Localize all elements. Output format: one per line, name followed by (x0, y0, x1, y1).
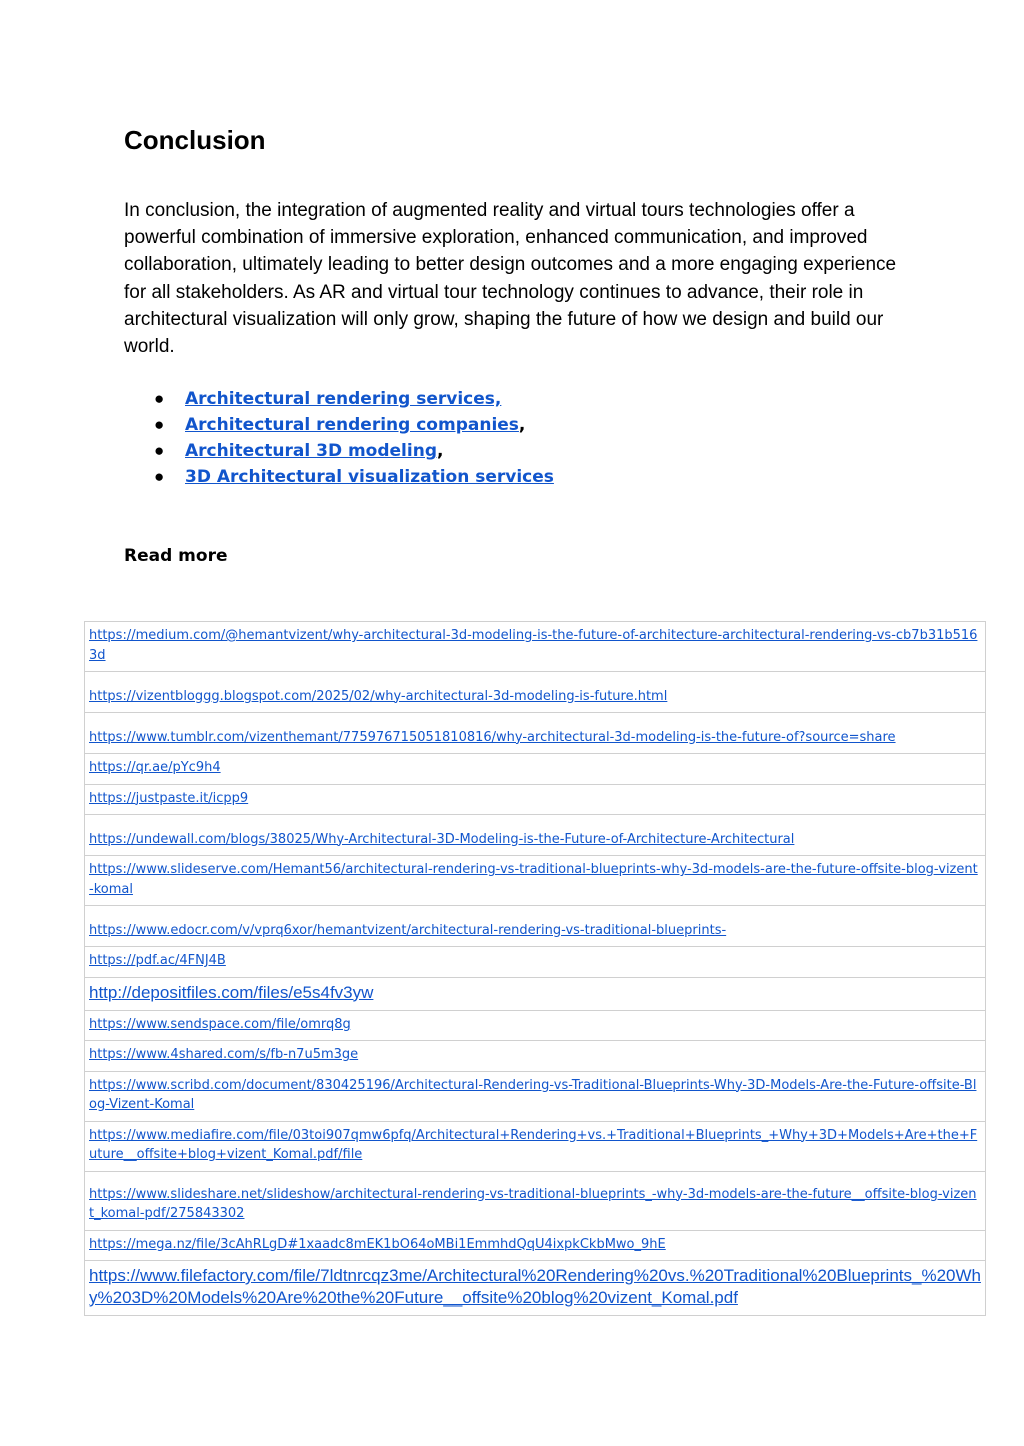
bullet-icon: ● (154, 467, 165, 486)
page-title: Conclusion (124, 125, 266, 155)
link-blogspot[interactable]: https://vizentbloggg.blogspot.com/2025/02/why-architectural-3d-modeling-is-future.html (89, 688, 668, 704)
table-cell (85, 1261, 986, 1316)
table-row (85, 713, 986, 754)
list-item (124, 386, 724, 412)
link-pdf-ac[interactable]: https://pdf.ac/4FNJ4B (89, 953, 226, 968)
table-cell (85, 1230, 986, 1261)
service-link-3d-modeling[interactable]: Architectural 3D modeling (185, 441, 437, 461)
link-tumblr[interactable]: https://www.tumblr.com/vizenthemant/775976715051810816/why-architectural-3d-modeling-is-the-future-of?source=share (89, 729, 896, 745)
list-item (124, 412, 724, 438)
link-medium[interactable]: https://medium.com/@hemantvizent/why-architectural-3d-modeling-is-the-future-of-architecture-architectural-rendering-vs-cb7b31b5163d (89, 628, 978, 663)
table-row (85, 1171, 986, 1230)
bullet-icon: ● (154, 389, 165, 408)
table-row (85, 856, 986, 906)
link-filefactory[interactable]: https://www.filefactory.com/file/7ldtnrcqz3me/Architectural%20Rendering%20vs.%20Traditional%20Blueprints_%20Why%203D%20Models%20Are%20the%20Future__offsite%20blog%20vizent_Komal.pdf (89, 1266, 981, 1307)
table-row (85, 784, 986, 815)
link-qr-ae[interactable]: https://qr.ae/pYc9h4 (89, 760, 221, 775)
table-row (85, 906, 986, 947)
link-undewall[interactable]: https://undewall.com/blogs/38025/Why-Architectural-3D-Modeling-is-the-Future-of-Architecture-Architectural (89, 831, 795, 847)
links-table (84, 621, 986, 1316)
read-more-heading: Read more (124, 546, 228, 566)
table-row (85, 1071, 986, 1121)
table-row (85, 947, 986, 978)
list-item (124, 438, 724, 464)
table-cell (85, 906, 986, 947)
link-justpaste[interactable]: https://justpaste.it/icpp9 (89, 790, 249, 806)
table-row (85, 1230, 986, 1261)
link-edocr[interactable]: https://www.edocr.com/v/vprq6xor/hemantvizent/architectural-rendering-vs-traditional-blueprints- (89, 922, 727, 938)
bullet-icon: ● (154, 441, 165, 460)
table-cell (85, 977, 986, 1010)
table-row (85, 672, 986, 713)
conclusion-paragraph: In conclusion, the integration of augmented reality and virtual tours technologies offer a powerful combination of immersive exploration, enhanced communication, and improved collaboration, ultimately leading to better design outcomes and a more engaging experience for all stakeholders. As AR and virtual tour technology continues to advance, their role in architectural visualization will only grow, shaping the future of how we design and build our world. (124, 200, 897, 358)
table-row (85, 754, 986, 785)
bullet-icon: ● (154, 415, 165, 434)
table-cell (85, 784, 986, 815)
table-row (85, 622, 986, 672)
table-cell (85, 856, 986, 906)
separator: , (518, 415, 526, 435)
service-link-visualization-services[interactable]: 3D Architectural visualization services (185, 467, 554, 487)
table-cell (85, 1121, 986, 1171)
link-4shared[interactable]: https://www.4shared.com/s/fb-n7u5m3ge (89, 1047, 359, 1062)
table-cell (85, 672, 986, 713)
table-cell (85, 622, 986, 672)
link-mediafire[interactable]: https://www.mediafire.com/file/03toi907qmw6pfq/Architectural+Rendering+vs.+Traditional+Blueprints_+Why+3D+Models+Are+the+Future__offsite+blog+vizent_Komal.pdf/file (89, 1127, 978, 1162)
link-depositfiles[interactable]: http://depositfiles.com/files/e5s4fv3yw (89, 982, 374, 1002)
table-row (85, 1121, 986, 1171)
list-item (124, 464, 724, 490)
services-list (124, 386, 724, 490)
link-slideshare[interactable]: https://www.slideshare.net/slideshow/architectural-rendering-vs-traditional-blueprints_-why-3d-models-are-the-future__offsite-blog-vizent_komal-pdf/275843302 (89, 1186, 977, 1221)
table-cell (85, 815, 986, 856)
service-link-rendering-services[interactable]: Architectural rendering services, (185, 389, 502, 409)
table-cell (85, 947, 986, 978)
link-slideserve[interactable]: https://www.slideserve.com/Hemant56/architectural-rendering-vs-traditional-blueprints-why-3d-models-are-the-future-offsite-blog-vizent-komal (89, 862, 978, 897)
table-row (85, 1261, 986, 1316)
service-link-rendering-companies[interactable]: Architectural rendering companies (185, 415, 519, 435)
link-sendspace[interactable]: https://www.sendspace.com/file/omrq8g (89, 1016, 351, 1032)
link-mega[interactable]: https://mega.nz/file/3cAhRLgD#1xaadc8mEK1bO64oMBi1EmmhdQqU4ixpkCkbMwo_9hE (89, 1236, 666, 1252)
table-cell (85, 713, 986, 754)
table-row (85, 977, 986, 1010)
link-scribd[interactable]: https://www.scribd.com/document/830425196/Architectural-Rendering-vs-Traditional-Blueprints-Why-3D-Models-Are-the-Future-offsite-Blog-Vizent-Komal (89, 1077, 977, 1112)
table-cell (85, 1010, 986, 1041)
table-cell (85, 1041, 986, 1072)
table-cell (85, 754, 986, 785)
table-row (85, 815, 986, 856)
table-cell (85, 1071, 986, 1121)
table-row (85, 1010, 986, 1041)
table-row (85, 1041, 986, 1072)
table-cell (85, 1171, 986, 1230)
separator: , (437, 441, 444, 461)
